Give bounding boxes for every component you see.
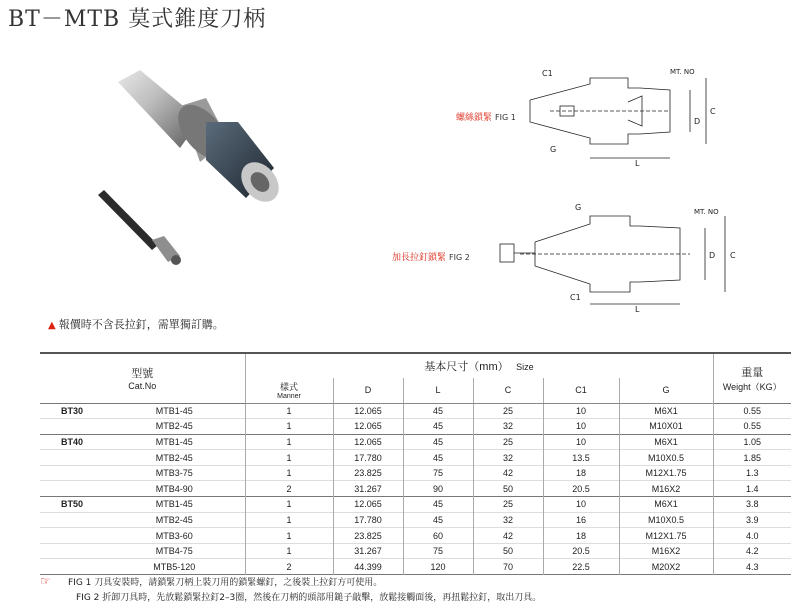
table-cell: 0.55 bbox=[713, 403, 791, 419]
series-label bbox=[40, 419, 104, 435]
table-cell: 50 bbox=[473, 481, 543, 497]
table-cell: 32 bbox=[473, 512, 543, 528]
table-cell: M10X0.5 bbox=[619, 450, 713, 466]
svg-text:G: G bbox=[575, 203, 582, 212]
fig1-caption: 螺絲鎖緊 FIG 1 bbox=[456, 113, 516, 123]
table-cell: 10 bbox=[543, 497, 619, 513]
table-cell: 31.267 bbox=[333, 543, 403, 559]
series-label bbox=[40, 512, 104, 528]
fig1-drawing bbox=[520, 62, 760, 172]
group-bt40 bbox=[40, 434, 791, 496]
table-cell: 1 bbox=[245, 450, 333, 466]
footnotes bbox=[40, 574, 541, 606]
table-row bbox=[40, 528, 791, 544]
table-cell: MTB4-90 bbox=[155, 483, 193, 494]
table-cell: 18 bbox=[543, 465, 619, 481]
table-cell: 60 bbox=[403, 528, 473, 544]
fig2-caption: 加長拉釘鎖緊 FIG 2 bbox=[392, 253, 470, 263]
table-cell: 17.780 bbox=[333, 450, 403, 466]
table-cell: 4.3 bbox=[713, 559, 791, 575]
table-cell: MTB2-45 bbox=[155, 421, 193, 432]
series-label bbox=[40, 559, 104, 575]
table-cell: 1.3 bbox=[713, 465, 791, 481]
table-row bbox=[40, 434, 791, 450]
table-cell: 32 bbox=[473, 419, 543, 435]
table-cell: 25 bbox=[473, 403, 543, 419]
table-row bbox=[40, 450, 791, 466]
table-cell: M6X1 bbox=[619, 497, 713, 513]
fig2-drawing bbox=[480, 200, 760, 315]
table-cell: MTB1-45 bbox=[104, 434, 245, 450]
table-cell: 1 bbox=[245, 403, 333, 419]
table-row bbox=[40, 481, 791, 497]
table-cell: 31.267 bbox=[333, 481, 403, 497]
table-cell: 2 bbox=[245, 481, 333, 497]
table-cell: 42 bbox=[473, 528, 543, 544]
manner-header: 樣式 Manner bbox=[245, 378, 333, 403]
series-label bbox=[40, 465, 104, 481]
table-cell: 4.2 bbox=[713, 543, 791, 559]
table-row bbox=[40, 512, 791, 528]
table-cell: MTB1-45 bbox=[104, 403, 245, 419]
table-row bbox=[40, 559, 791, 575]
group-bt50 bbox=[40, 497, 791, 575]
table-cell: 18 bbox=[543, 528, 619, 544]
col-d-header: D bbox=[333, 378, 403, 403]
series-label bbox=[40, 528, 104, 544]
table-cell: 10 bbox=[543, 403, 619, 419]
table-cell: 45 bbox=[403, 403, 473, 419]
table-cell: 1 bbox=[245, 543, 333, 559]
series-label bbox=[40, 481, 104, 497]
group-bt30 bbox=[40, 403, 791, 434]
table-cell: 90 bbox=[403, 481, 473, 497]
table-cell: 1 bbox=[245, 419, 333, 435]
svg-text:C1: C1 bbox=[570, 293, 581, 302]
table-cell: MTB4-75 bbox=[155, 546, 193, 557]
svg-text:MT. NO: MT. NO bbox=[670, 68, 695, 76]
table-cell: 4.0 bbox=[713, 528, 791, 544]
table-cell: 12.065 bbox=[333, 434, 403, 450]
svg-text:G: G bbox=[550, 145, 557, 154]
spec-table bbox=[40, 352, 791, 575]
table-cell: 12.065 bbox=[333, 419, 403, 435]
warning-triangle-icon: ▲ bbox=[48, 320, 56, 331]
table-cell: M10X01 bbox=[619, 419, 713, 435]
model-header: 型號 Cat.No bbox=[128, 368, 157, 392]
table-cell: M20X2 bbox=[619, 559, 713, 575]
table-cell: 45 bbox=[403, 419, 473, 435]
table-cell: 1.05 bbox=[713, 434, 791, 450]
svg-text:C: C bbox=[710, 107, 716, 116]
table-cell: 1 bbox=[245, 512, 333, 528]
svg-text:MT. NO: MT. NO bbox=[694, 208, 719, 216]
table-cell: M12X1.75 bbox=[619, 465, 713, 481]
table-cell: 23.825 bbox=[333, 465, 403, 481]
table-row bbox=[40, 403, 791, 419]
table-cell: MTB2-45 bbox=[155, 514, 193, 525]
table-cell: 12.065 bbox=[333, 497, 403, 513]
table-cell: M12X1.75 bbox=[619, 528, 713, 544]
table-cell: 75 bbox=[403, 543, 473, 559]
page-title: BT－MTB 莫式錐度刀柄 bbox=[8, 7, 267, 32]
svg-text:L: L bbox=[635, 305, 640, 314]
table-cell: MTB2-45 bbox=[155, 452, 193, 463]
table-cell: MTB1-45 bbox=[104, 497, 245, 513]
table-cell: 1 bbox=[245, 497, 333, 513]
table-cell: M6X1 bbox=[619, 434, 713, 450]
footnote-1: ☞ FIG 1 刀具安裝時，請鎖緊刀柄上裝刀用的鎖緊螺釘，之後裝上拉釘方可使用。 bbox=[40, 574, 383, 588]
table-cell: 3.9 bbox=[713, 512, 791, 528]
table-cell: 16 bbox=[543, 512, 619, 528]
col-g-header: G bbox=[619, 378, 713, 403]
table-cell: MTB5-120 bbox=[153, 561, 196, 572]
table-cell: 10 bbox=[543, 434, 619, 450]
series-label bbox=[40, 543, 104, 559]
table-row bbox=[40, 465, 791, 481]
svg-text:D: D bbox=[694, 117, 701, 126]
table-cell: 1 bbox=[245, 528, 333, 544]
table-cell: 75 bbox=[403, 465, 473, 481]
table-cell: 45 bbox=[403, 497, 473, 513]
table-cell: 20.5 bbox=[543, 481, 619, 497]
svg-text:C: C bbox=[730, 251, 736, 260]
table-cell: 13.5 bbox=[543, 450, 619, 466]
pointing-hand-icon: ☞ bbox=[40, 574, 51, 588]
table-cell: 45 bbox=[403, 512, 473, 528]
table-cell: 50 bbox=[473, 543, 543, 559]
table-cell: 0.55 bbox=[713, 419, 791, 435]
table-cell: 2 bbox=[245, 559, 333, 575]
table-cell: 25 bbox=[473, 434, 543, 450]
col-l-header: L bbox=[403, 378, 473, 403]
table-cell: 1 bbox=[245, 434, 333, 450]
table-cell: 25 bbox=[473, 497, 543, 513]
table-cell: 32 bbox=[473, 450, 543, 466]
svg-text:C1: C1 bbox=[542, 69, 553, 78]
col-c1-header: C1 bbox=[543, 378, 619, 403]
table-cell: 120 bbox=[403, 559, 473, 575]
table-cell: 1.85 bbox=[713, 450, 791, 466]
table-cell: M6X1 bbox=[619, 403, 713, 419]
table-cell: M10X0.5 bbox=[619, 512, 713, 528]
table-cell: M16X2 bbox=[619, 481, 713, 497]
table-cell: 42 bbox=[473, 465, 543, 481]
table-cell: M16X2 bbox=[619, 543, 713, 559]
table-cell: 3.8 bbox=[713, 497, 791, 513]
table-cell: 1.4 bbox=[713, 481, 791, 497]
series-label bbox=[40, 450, 104, 466]
col-c-header: C bbox=[473, 378, 543, 403]
series-label: BT30 bbox=[40, 403, 104, 419]
table-cell: 45 bbox=[403, 450, 473, 466]
table-cell: MTB3-75 bbox=[155, 468, 193, 479]
table-cell: 23.825 bbox=[333, 528, 403, 544]
svg-text:L: L bbox=[635, 159, 640, 168]
table-cell: 22.5 bbox=[543, 559, 619, 575]
series-label: BT40 bbox=[40, 434, 104, 450]
table-cell: 17.780 bbox=[333, 512, 403, 528]
table-cell: 70 bbox=[473, 559, 543, 575]
table-row bbox=[40, 419, 791, 435]
table-cell: 1 bbox=[245, 465, 333, 481]
table-cell: 44.399 bbox=[333, 559, 403, 575]
table-cell: 45 bbox=[403, 434, 473, 450]
size-header: 基本尺寸（mm） Size bbox=[245, 353, 713, 378]
table-row bbox=[40, 543, 791, 559]
series-label: BT50 bbox=[40, 497, 104, 513]
table-row bbox=[40, 497, 791, 513]
table-cell: MTB3-60 bbox=[155, 530, 193, 541]
order-note: ▲ 報價時不含長拉釘，需單獨訂購。 bbox=[48, 318, 224, 331]
table-cell: 10 bbox=[543, 419, 619, 435]
footnote-2: FIG 2 折卸刀具時，先放鬆鎖緊拉釘2–3圈，然後在刀柄的頭部用鎚子敲擊，放鬆接觸面後，再扭鬆拉釘，取出刀具。 bbox=[76, 593, 542, 603]
svg-text:D: D bbox=[709, 251, 716, 260]
weight-header: 重量 Weight（KG） bbox=[713, 353, 791, 403]
table-cell: 20.5 bbox=[543, 543, 619, 559]
product-photo bbox=[88, 60, 288, 275]
table-cell: 12.065 bbox=[333, 403, 403, 419]
